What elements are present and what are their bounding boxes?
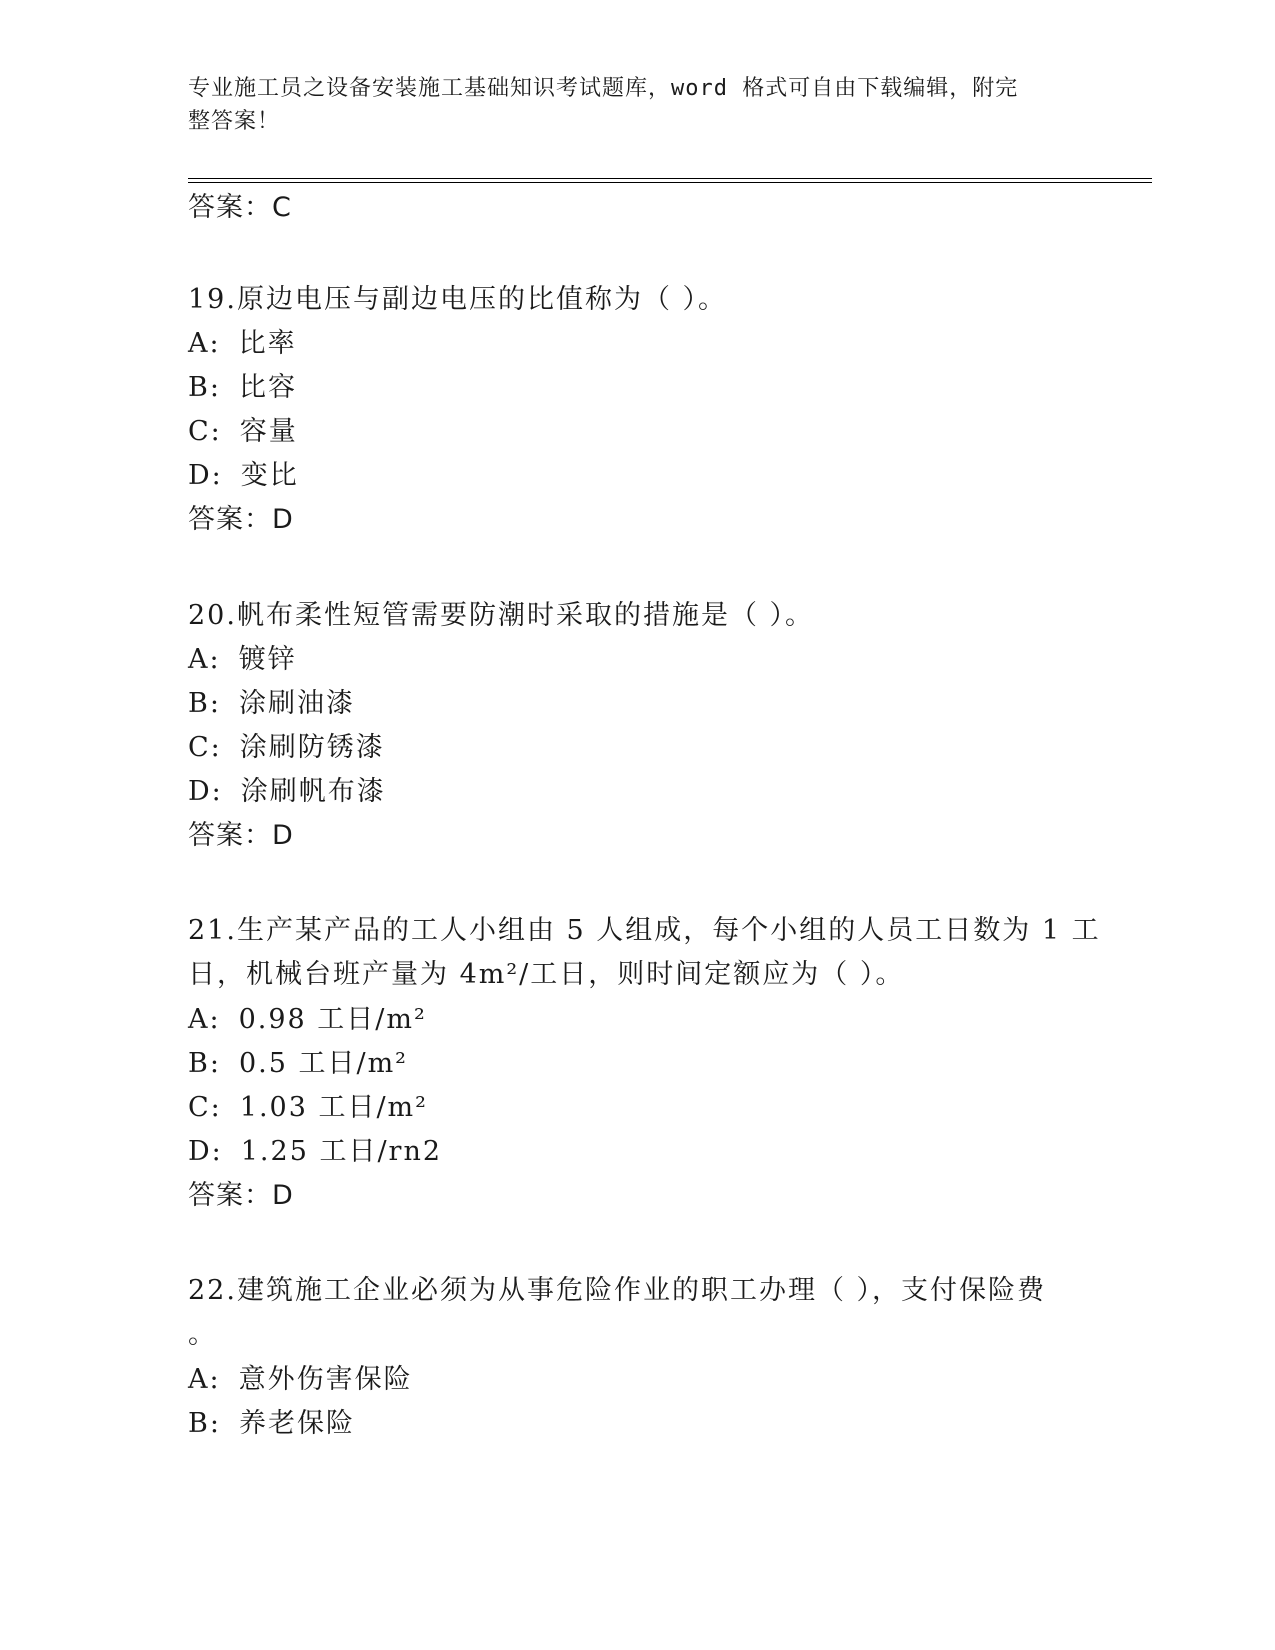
option-text: 意外伤害保险 (238, 1364, 413, 1395)
option-letter: A: (188, 644, 221, 675)
question-title: 22.建筑施工企业必须为从事危险作业的职工办理（ ），支付保险费 (188, 1275, 1047, 1306)
question-title: 21.生产某产品的工人小组由 5 人组成，每个小组的人员工日数为 1 工 (188, 915, 1101, 946)
header-divider-top (188, 178, 1152, 179)
option-item (188, 774, 386, 810)
option-item (188, 642, 297, 678)
answer-label: 答案：D (188, 504, 294, 535)
option-item (188, 1046, 408, 1082)
option-letter: B: (188, 1048, 221, 1079)
option-letter: B: (188, 688, 221, 719)
option-item (188, 730, 385, 766)
option-item (188, 1406, 355, 1442)
option-letter: A: (188, 1364, 221, 1395)
option-item (188, 458, 299, 494)
option-letter: A: (188, 1004, 221, 1035)
option-item (188, 326, 297, 362)
option-letter: D: (188, 1136, 223, 1167)
option-letter: A: (188, 328, 221, 359)
option-text: 变比 (240, 460, 299, 491)
answer-label: 答案：D (188, 1180, 294, 1211)
answer-label: 答案：D (188, 820, 294, 851)
option-text: 0.98 工日/m² (238, 1004, 427, 1035)
document-header (188, 72, 1068, 138)
answer-label: 答案：C (188, 192, 292, 223)
question-title: 19.原边电压与副边电压的比值称为（ ）。 (188, 284, 728, 315)
option-item (188, 1362, 413, 1398)
question-title-continued: 日，机械台班产量为 4m²/工日，则时间定额应为（ ）。 (188, 959, 905, 990)
option-item (188, 1134, 442, 1170)
option-letter: D: (188, 776, 223, 807)
header-divider-bottom (188, 182, 1152, 183)
option-text: 养老保险 (238, 1408, 355, 1439)
option-text: 涂刷油漆 (238, 688, 355, 719)
option-text: 容量 (239, 416, 298, 447)
option-item (188, 414, 298, 450)
option-letter: C: (188, 1092, 222, 1123)
option-text: 涂刷防锈漆 (239, 732, 385, 763)
option-letter: B: (188, 1408, 221, 1439)
option-item (188, 1002, 427, 1038)
option-text: 1.03 工日/m² (239, 1092, 428, 1123)
option-letter: D: (188, 460, 223, 491)
option-item (188, 686, 355, 722)
header-line-2: 整答案！ (188, 109, 281, 134)
option-letter: C: (188, 416, 222, 447)
option-letter: B: (188, 372, 221, 403)
question-title: 20.帆布柔性短管需要防潮时采取的措施是（ ）。 (188, 600, 815, 631)
option-text: 涂刷帆布漆 (240, 776, 386, 807)
option-text: 1.25 工日/rn2 (240, 1136, 443, 1167)
option-text: 镀锌 (238, 644, 297, 675)
option-text: 0.5 工日/m² (238, 1048, 408, 1079)
option-text: 比容 (238, 372, 297, 403)
option-item (188, 1090, 428, 1126)
option-letter: C: (188, 732, 222, 763)
question-title-continued: 。 (188, 1319, 217, 1350)
option-item (188, 370, 297, 406)
option-text: 比率 (238, 328, 297, 359)
header-line-1: 专业施工员之设备安装施工基础知识考试题库，word 格式可自由下载编辑，附完 (188, 76, 1019, 101)
